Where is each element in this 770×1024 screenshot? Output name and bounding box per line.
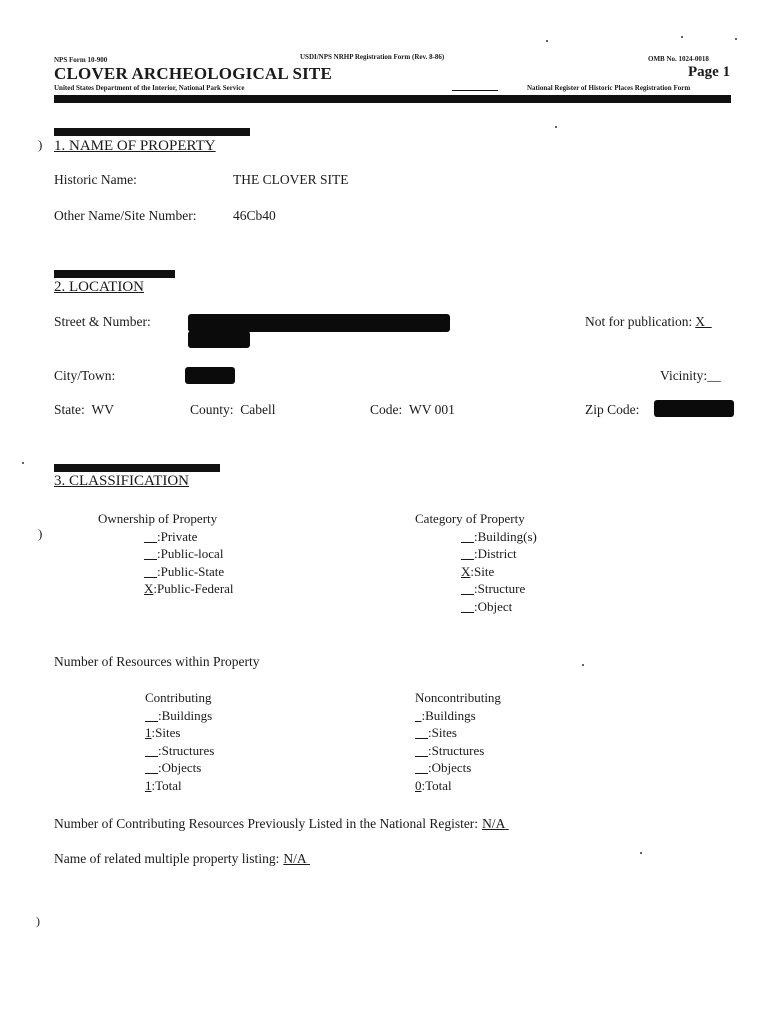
noncontributing-label: :Sites xyxy=(428,725,457,740)
header-rule xyxy=(54,95,731,103)
noncontributing-item-buildings xyxy=(415,707,501,725)
header-mark xyxy=(452,90,498,91)
contributing-mark: __ xyxy=(145,707,158,723)
noncontributing-label: :Buildings xyxy=(421,707,476,723)
noncontributing-mark: __ xyxy=(415,725,428,740)
county-value: Cabell xyxy=(240,402,276,417)
not-for-publication xyxy=(585,314,712,330)
noncontributing-block xyxy=(415,689,501,794)
noncontributing-item-structures xyxy=(415,742,501,760)
section-3-heading: 3. CLASSIFICATION xyxy=(54,473,190,489)
scan-speck xyxy=(640,852,642,854)
section-3-bar xyxy=(54,464,220,472)
ownership-label: :Private xyxy=(157,528,198,544)
contributing-block xyxy=(145,689,214,794)
ownership-item-private xyxy=(98,528,234,546)
contributing-item-objects xyxy=(145,759,214,777)
redacted-street-2 xyxy=(188,331,250,348)
ownership-mark: __ xyxy=(144,546,157,561)
contributing-item-structures xyxy=(145,742,214,760)
noncontributing-title: Noncontributing xyxy=(415,690,501,705)
contributing-mark: __ xyxy=(145,760,158,775)
category-mark: __ xyxy=(461,546,474,561)
ownership-item-public-federal xyxy=(98,580,234,598)
multiple-property-listing xyxy=(54,851,310,867)
scan-speck xyxy=(555,126,557,128)
noncontributing-mark: __ xyxy=(415,760,428,775)
scan-speck xyxy=(735,38,737,40)
vicinity-value: __ xyxy=(707,368,721,383)
omb-number: OMB No. 1024-0018 xyxy=(648,55,709,63)
ownership-item-public-state xyxy=(98,563,234,581)
noncontributing-mark: _ xyxy=(415,707,422,723)
category-label: :Building(s) xyxy=(474,528,537,544)
category-item-building xyxy=(415,528,537,546)
department-line: United States Department of the Interior, National Park Service xyxy=(54,84,245,92)
category-mark: __ xyxy=(461,581,474,596)
street-label: Street & Number: xyxy=(54,314,151,329)
section-2-bar xyxy=(54,270,175,278)
code-label: Code: xyxy=(370,402,403,417)
state-value: WV xyxy=(91,402,114,417)
ownership-mark: __ xyxy=(144,528,157,544)
redacted-city xyxy=(185,367,235,384)
form-number: NPS Form 10-900 xyxy=(54,56,108,64)
category-title: Category of Property xyxy=(415,511,525,526)
category-item-district xyxy=(415,545,537,563)
noncontributing-label: :Total xyxy=(421,777,452,793)
not-for-publication-value: X xyxy=(695,314,705,329)
category-block xyxy=(415,510,537,615)
historic-name-label: Historic Name: xyxy=(54,172,137,187)
code-value: WV 001 xyxy=(409,402,455,417)
not-for-publication-label: Not for publication: xyxy=(585,314,693,329)
scan-speck xyxy=(582,664,584,666)
category-label: :Structure xyxy=(474,581,526,596)
scan-speck xyxy=(22,462,24,464)
ownership-mark: __ xyxy=(144,563,157,579)
noncontributing-item-objects xyxy=(415,759,501,777)
scan-bracket: ) xyxy=(38,526,43,541)
category-item-object xyxy=(415,598,537,616)
contributing-label: :Structures xyxy=(158,742,215,758)
category-label: :Site xyxy=(470,563,495,579)
noncontributing-item-sites xyxy=(415,724,501,742)
contributing-item-sites xyxy=(145,724,214,742)
ownership-item-public-local xyxy=(98,545,234,563)
redacted-zip xyxy=(654,400,734,417)
scan-speck xyxy=(681,36,683,38)
county-field xyxy=(190,402,276,418)
category-item-structure xyxy=(415,580,537,598)
category-item-site xyxy=(415,563,537,581)
site-title: CLOVER ARCHEOLOGICAL SITE xyxy=(54,64,333,83)
county-label: County: xyxy=(190,402,234,417)
contributing-label: :Sites xyxy=(151,725,181,740)
section-1-bar xyxy=(54,128,250,136)
vicinity xyxy=(660,368,721,384)
noncontributing-mark: __ xyxy=(415,742,428,758)
multiple-property-label: Name of related multiple property listing: xyxy=(54,851,280,866)
previously-listed xyxy=(54,816,509,832)
section-1-heading: 1. NAME OF PROPERTY xyxy=(54,138,216,154)
page-number: Page 1 xyxy=(688,64,731,80)
historic-name-value: THE CLOVER SITE xyxy=(233,172,349,187)
previously-listed-label: Number of Contributing Resources Previously Listed in the National Register: xyxy=(54,816,479,831)
section-2-heading: 2. LOCATION xyxy=(54,279,144,295)
noncontributing-mark: 0 xyxy=(415,777,422,793)
contributing-title: Contributing xyxy=(145,690,212,705)
register-line: National Register of Historic Places Registration Form xyxy=(527,84,691,92)
noncontributing-item-total xyxy=(415,777,501,795)
form-title: USDI/NPS NRHP Registration Form (Rev. 8-86) xyxy=(300,53,445,61)
category-mark: __ xyxy=(461,598,474,614)
contributing-item-buildings xyxy=(145,707,214,725)
zip-label: Zip Code: xyxy=(585,402,640,417)
contributing-label: :Total xyxy=(151,777,182,793)
contributing-mark: __ xyxy=(145,742,158,758)
ownership-label: :Public-local xyxy=(157,546,224,561)
category-mark: X xyxy=(461,563,471,579)
ownership-block xyxy=(98,510,234,598)
vicinity-label: Vicinity: xyxy=(660,368,708,383)
category-mark: __ xyxy=(461,528,474,544)
category-label: :District xyxy=(474,546,517,561)
resources-title: Number of Resources within Property xyxy=(54,654,260,669)
contributing-label: :Buildings xyxy=(158,707,213,723)
code-field xyxy=(370,402,455,418)
other-name-label: Other Name/Site Number: xyxy=(54,208,197,223)
category-label: :Object xyxy=(474,598,513,614)
state-field xyxy=(54,402,114,418)
other-name-value: 46Cb40 xyxy=(233,208,276,223)
contributing-label: :Objects xyxy=(158,760,202,775)
ownership-mark: X xyxy=(144,581,154,596)
ownership-label: :Public-Federal xyxy=(153,581,234,596)
scan-bracket: ) xyxy=(36,914,40,928)
redacted-street xyxy=(188,314,450,332)
contributing-mark: 1 xyxy=(145,777,152,793)
state-label: State: xyxy=(54,402,85,417)
contributing-mark: 1 xyxy=(145,725,152,740)
noncontributing-label: :Objects xyxy=(428,760,472,775)
scan-bracket: ) xyxy=(38,137,43,152)
ownership-title: Ownership of Property xyxy=(98,511,218,526)
noncontributing-label: :Structures xyxy=(428,742,485,758)
contributing-item-total xyxy=(145,777,214,795)
ownership-label: :Public-State xyxy=(157,563,225,579)
city-label: City/Town: xyxy=(54,368,116,383)
multiple-property-value: N/A xyxy=(283,851,307,866)
previously-listed-value: N/A xyxy=(482,816,506,831)
scan-speck xyxy=(546,40,548,42)
